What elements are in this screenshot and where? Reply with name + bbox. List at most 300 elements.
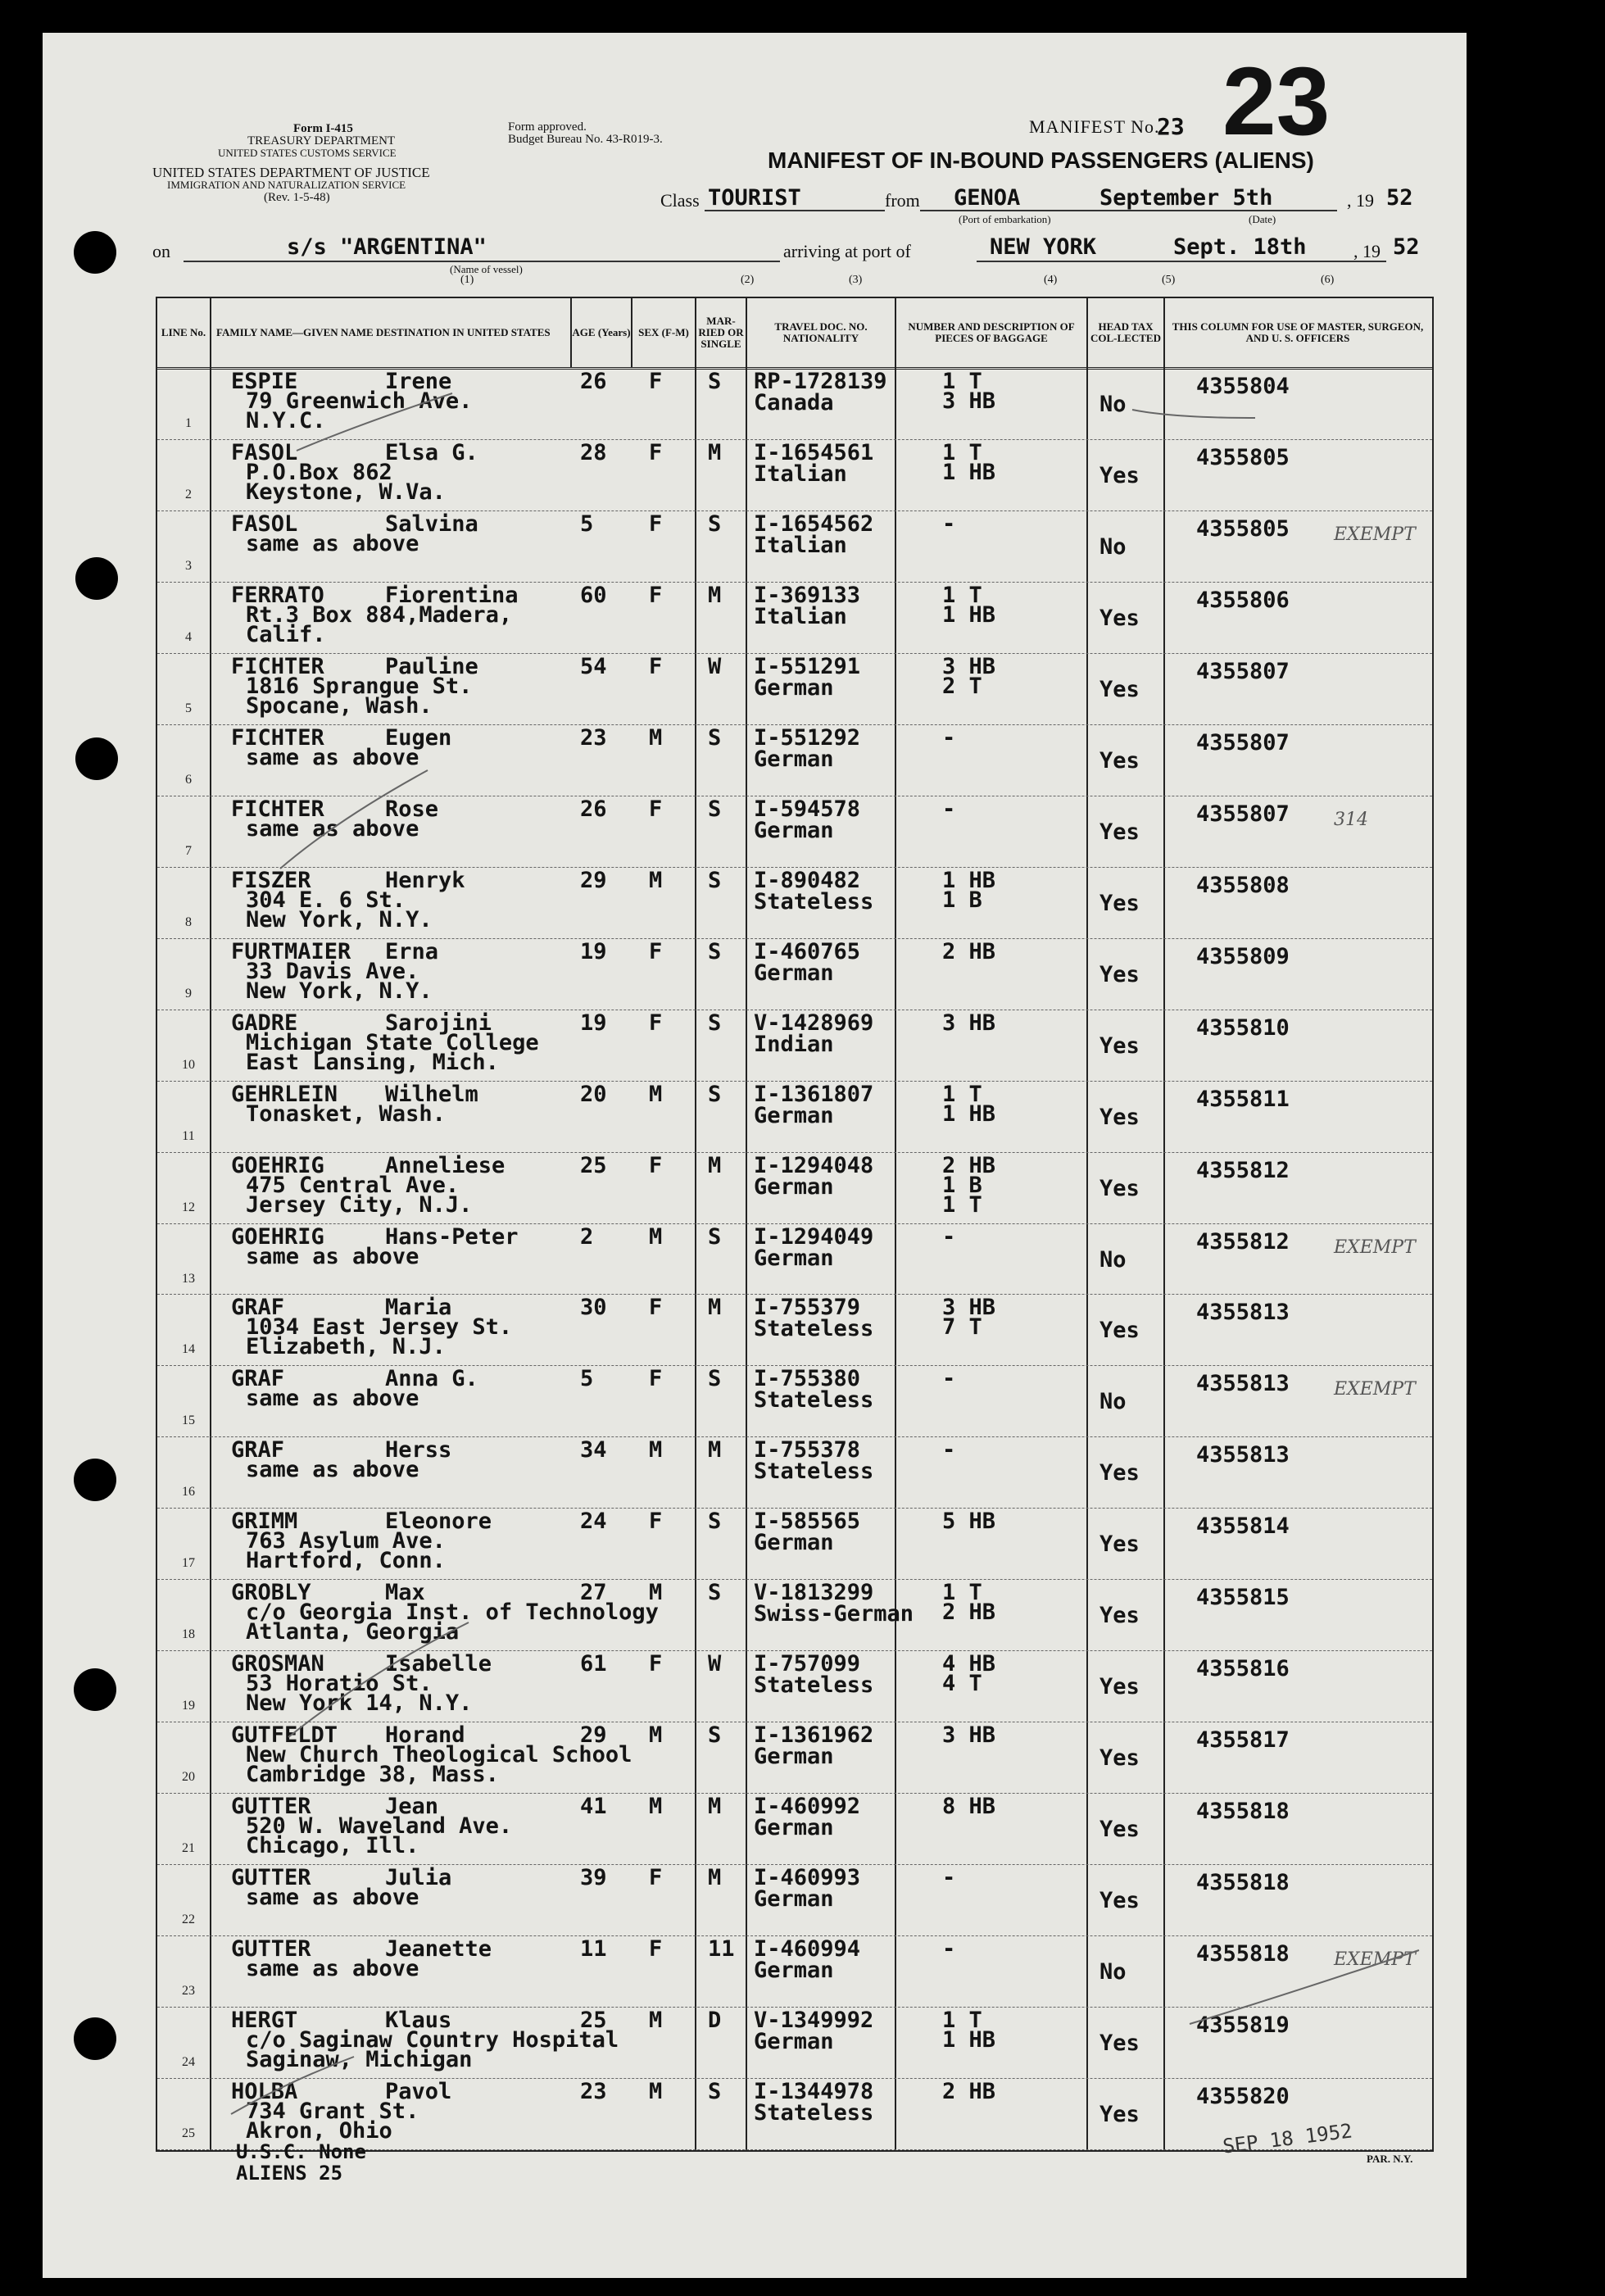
- officer-number: 4355815: [1196, 1585, 1290, 1611]
- surname: HOLBA: [231, 2079, 298, 2105]
- given-name: Anna G.: [385, 1366, 478, 1392]
- officer-note: EXEMPT: [1334, 1949, 1416, 1971]
- line-number: 1: [185, 416, 192, 430]
- marital-status: M: [708, 1152, 722, 1178]
- nationality: German: [754, 1530, 834, 1556]
- binder-hole: [75, 557, 118, 600]
- footer-aliens: ALIENS 25: [236, 2162, 343, 2185]
- manifest-no-label: MANIFEST No.: [1029, 116, 1160, 137]
- head-tax: Yes: [1099, 1460, 1140, 1486]
- line-number: 11: [182, 1128, 195, 1143]
- head-tax: No: [1099, 392, 1127, 417]
- nationality: Stateless: [754, 1459, 874, 1485]
- surname: GUTFELDT: [231, 1722, 338, 1749]
- sex: M: [649, 1794, 663, 1820]
- travel-doc-number: RP-1728139: [754, 369, 887, 394]
- treasury-label: TREASURY DEPARTMENT: [247, 134, 396, 147]
- age: 61: [580, 1651, 607, 1677]
- col-num-6: (6): [1321, 274, 1335, 286]
- travel-doc-number: I-1294048: [754, 1152, 874, 1178]
- marital-status: M: [708, 1794, 722, 1820]
- destination-line-1: same as above: [246, 1885, 419, 1911]
- marital-status: M: [708, 1437, 722, 1463]
- nationality: Swiss-German: [754, 1601, 914, 1627]
- col-header-baggage: NUMBER AND DESCRIPTION OF PIECES OF BAGGAGE: [908, 320, 1075, 344]
- given-name: Herss: [385, 1437, 452, 1463]
- sex: F: [649, 510, 663, 537]
- baggage-line-1: 1 T: [942, 582, 982, 608]
- given-name: Sarojini: [385, 1010, 492, 1036]
- nationality: German: [754, 1815, 834, 1841]
- officer-number: 4355818: [1196, 1870, 1290, 1896]
- surname: FASOL: [231, 439, 298, 465]
- given-name: Wilhelm: [385, 1081, 478, 1107]
- destination-line-1: 734 Grant St.: [246, 2099, 419, 2125]
- destination-line-1: same as above: [246, 1243, 419, 1269]
- travel-doc-number: I-1654562: [754, 510, 874, 537]
- line-number: 15: [182, 1413, 195, 1428]
- line-number: 24: [182, 2055, 195, 2070]
- given-name: Anneliese: [385, 1152, 506, 1178]
- baggage-line-1: -: [942, 1437, 956, 1463]
- baggage-line-1: 1 T: [942, 369, 982, 394]
- col-header-travel-doc: TRAVEL DOC. NO. NATIONALITY: [774, 320, 868, 344]
- destination-line-2: Saginaw, Michigan: [246, 2047, 473, 2073]
- vessel-name: s/s "ARGENTINA": [287, 234, 487, 260]
- handwritten-annotations: [43, 33, 1467, 2278]
- marital-status: S: [708, 369, 722, 394]
- sex: F: [649, 369, 663, 394]
- age: 41: [580, 1794, 607, 1820]
- marital-status: S: [708, 1580, 722, 1606]
- justice-label: UNITED STATES DEPARTMENT OF JUSTICE: [152, 165, 430, 180]
- surname: GRAF: [231, 1437, 285, 1463]
- col-header-age: AGE (Years): [572, 326, 631, 338]
- destination-line-1: P.O.Box 862: [246, 459, 392, 485]
- officer-number: 4355807: [1196, 801, 1290, 827]
- head-tax: Yes: [1099, 890, 1140, 916]
- baggage-line-2: 2 HB: [942, 1599, 996, 1626]
- sex: F: [649, 439, 663, 465]
- col-header-officers: THIS COLUMN FOR USE OF MASTER, SURGEON, AND U. S. OFFICERS: [1172, 320, 1424, 344]
- head-tax: Yes: [1099, 1318, 1140, 1344]
- marital-status: S: [708, 1509, 722, 1535]
- baggage-line-1: 3 HB: [942, 1722, 996, 1749]
- marital-status: S: [708, 938, 722, 964]
- baggage-line-1: 4 HB: [942, 1651, 996, 1677]
- baggage-line-1: 2 HB: [942, 938, 996, 964]
- destination-line-1: same as above: [246, 1956, 419, 1982]
- destination-line-1: 304 E. 6 St.: [246, 887, 406, 913]
- line-number: 18: [182, 1627, 195, 1642]
- destination-line-1: 1034 East Jersey St.: [246, 1314, 513, 1341]
- head-tax: Yes: [1099, 819, 1140, 845]
- baggage-line-1: -: [942, 1865, 956, 1891]
- line-number: 21: [182, 1841, 195, 1856]
- surname: GUTTER: [231, 1936, 311, 1962]
- sex: M: [649, 2079, 663, 2105]
- year-prefix: , 19: [1347, 190, 1374, 211]
- destination-line-1: 79 Greenwich Ave.: [246, 388, 473, 414]
- travel-doc-number: I-755378: [754, 1437, 861, 1463]
- marital-status: M: [708, 1865, 722, 1891]
- head-tax: No: [1099, 533, 1127, 560]
- arrival-year: 52: [1393, 234, 1420, 260]
- head-tax: Yes: [1099, 1104, 1140, 1130]
- given-name: Horand: [385, 1722, 465, 1749]
- surname: GADRE: [231, 1010, 298, 1036]
- destination-line-2: New York, N.Y.: [246, 978, 433, 1004]
- surname: GRIMM: [231, 1509, 298, 1535]
- age: 24: [580, 1509, 607, 1535]
- line-number: 4: [185, 629, 192, 644]
- arriving-label: arriving at port of: [780, 241, 911, 262]
- surname: FASOL: [231, 510, 298, 537]
- printer-mark: PAR. N.Y.: [1367, 2153, 1413, 2165]
- travel-doc-number: V-1813299: [754, 1580, 874, 1606]
- travel-doc-number: I-594578: [754, 796, 861, 822]
- officer-number: 4355816: [1196, 1656, 1290, 1682]
- baggage-line-1: -: [942, 1366, 956, 1392]
- nationality: Stateless: [754, 888, 874, 914]
- destination-line-1: Michigan State College: [246, 1029, 539, 1055]
- officer-note: 314: [1334, 809, 1368, 830]
- surname: FICHTER: [231, 724, 324, 751]
- surname: FERRATO: [231, 582, 324, 608]
- destination-line-1: 33 Davis Ave.: [246, 958, 419, 984]
- nationality: German: [754, 1958, 834, 1984]
- given-name: Jeanette: [385, 1936, 492, 1962]
- surname: HERGT: [231, 2008, 298, 2034]
- destination-line-1: c/o Saginaw Country Hospital: [246, 2027, 619, 2053]
- destination-line-1: Tonasket, Wash.: [246, 1100, 446, 1127]
- baggage-line-1: 2 HB: [942, 2079, 996, 2105]
- given-name: Henryk: [385, 867, 465, 893]
- head-tax: No: [1099, 1959, 1127, 1985]
- age: 19: [580, 938, 607, 964]
- from-label: from: [885, 190, 920, 211]
- destination-line-1: Rt.3 Box 884,Madera,: [246, 601, 513, 628]
- col-header-line: LINE No.: [161, 326, 206, 338]
- baggage-line-1: 2 HB: [942, 1152, 996, 1178]
- year-value: 52: [1386, 185, 1413, 211]
- head-tax: No: [1099, 1246, 1127, 1273]
- surname: FURTMAIER: [231, 938, 351, 964]
- age: 29: [580, 867, 607, 893]
- destination-line-1: New Church Theological School: [246, 1742, 632, 1768]
- marital-status: S: [708, 1010, 722, 1036]
- age: 26: [580, 369, 607, 394]
- travel-doc-number: I-1344978: [754, 2079, 874, 2105]
- nationality: Indian: [754, 1031, 834, 1057]
- class-value: TOURIST: [708, 185, 801, 211]
- marital-status: W: [708, 1651, 722, 1677]
- class-label: Class: [660, 190, 700, 211]
- nationality: Canada: [754, 390, 834, 415]
- head-tax: Yes: [1099, 1603, 1140, 1629]
- surname: GROBLY: [231, 1580, 311, 1606]
- age: 34: [580, 1437, 607, 1463]
- line-number: 5: [185, 701, 192, 715]
- col-num-5: (5): [1162, 274, 1176, 286]
- given-name: Max: [385, 1580, 425, 1606]
- travel-doc-number: I-1654561: [754, 439, 874, 465]
- head-tax: Yes: [1099, 462, 1140, 488]
- given-name: Fiorentina: [385, 582, 519, 608]
- nationality: Stateless: [754, 1316, 874, 1342]
- nationality: Stateless: [754, 1672, 874, 1699]
- binder-hole: [74, 1459, 116, 1501]
- line-number: 8: [185, 914, 192, 929]
- baggage-line-1: 3 HB: [942, 1295, 996, 1321]
- baggage-line-2: 3 HB: [942, 388, 996, 414]
- officer-number: 4355807: [1196, 729, 1290, 756]
- arrival-port: NEW YORK: [990, 234, 1097, 260]
- officer-number: 4355812: [1196, 1228, 1290, 1255]
- customs-label: UNITED STATES CUSTOMS SERVICE: [218, 147, 397, 159]
- travel-doc-number: V-1428969: [754, 1010, 874, 1036]
- travel-doc-number: I-460994: [754, 1936, 861, 1962]
- surname: GROSMAN: [231, 1651, 324, 1677]
- marital-status: S: [708, 724, 722, 751]
- travel-doc-number: I-890482: [754, 867, 861, 893]
- surname: FICHTER: [231, 796, 324, 822]
- nationality: German: [754, 1173, 834, 1200]
- age: 20: [580, 1081, 607, 1107]
- destination-line-1: c/o Georgia Inst. of Technology: [246, 1599, 659, 1626]
- destination-line-1: same as above: [246, 1457, 419, 1483]
- officer-note: EXEMPT: [1334, 1379, 1416, 1400]
- officer-note: EXEMPT: [1334, 524, 1416, 545]
- ins-label: IMMIGRATION AND NATURALIZATION SERVICE: [167, 179, 406, 191]
- arrival-date: Sept. 18th: [1173, 234, 1307, 260]
- travel-doc-number: I-1361962: [754, 1722, 874, 1749]
- travel-doc-number: I-757099: [754, 1651, 861, 1677]
- baggage-line-1: 1 T: [942, 2008, 982, 2034]
- surname: GUTTER: [231, 1794, 311, 1820]
- officer-number: 4355819: [1196, 2012, 1290, 2039]
- line-number: 12: [182, 1200, 195, 1214]
- baggage-line-2: 4 T: [942, 1671, 982, 1697]
- line-number: 23: [182, 1984, 195, 1999]
- sex: F: [649, 1509, 663, 1535]
- baggage-line-1: 1 T: [942, 439, 982, 465]
- col-num-1: (1): [460, 274, 474, 286]
- baggage-line-1: 1 T: [942, 1580, 982, 1606]
- binder-hole: [74, 2017, 116, 2060]
- line-number: 6: [185, 772, 192, 787]
- date-caption: (Date): [1249, 213, 1276, 225]
- col-header-head-tax: HEAD TAX COL-LECTED: [1090, 320, 1161, 344]
- given-name: Irene: [385, 369, 452, 394]
- sex: M: [649, 1722, 663, 1749]
- age: 25: [580, 1152, 607, 1178]
- manifest-no-stamp: 23: [1222, 48, 1331, 156]
- head-tax: Yes: [1099, 961, 1140, 987]
- age: 11: [580, 1936, 607, 1962]
- destination-line-2: Calif.: [246, 621, 326, 647]
- head-tax: Yes: [1099, 605, 1140, 631]
- officer-number: 4355820: [1196, 2084, 1290, 2110]
- head-tax: Yes: [1099, 1674, 1140, 1700]
- manifest-sheet: [43, 33, 1467, 2278]
- line-number: 17: [182, 1556, 195, 1571]
- baggage-line-1: -: [942, 796, 956, 822]
- destination-line-2: Atlanta, Georgia: [246, 1619, 460, 1645]
- travel-doc-number: I-755380: [754, 1366, 861, 1392]
- given-name: Erna: [385, 938, 439, 964]
- destination-line-1: 53 Horatio St.: [246, 1671, 433, 1697]
- line-number: 13: [182, 1271, 195, 1286]
- destination-line-2: Cambridge 38, Mass.: [246, 1762, 499, 1788]
- travel-doc-number: V-1349992: [754, 2008, 874, 2034]
- baggage-line-2: 1 HB: [942, 459, 996, 485]
- date-stamp: SEP 18 1952: [1221, 2119, 1354, 2158]
- travel-doc-number: I-1294049: [754, 1223, 874, 1250]
- officer-number: 4355805: [1196, 444, 1290, 470]
- binder-hole: [74, 231, 116, 274]
- nationality: German: [754, 1886, 834, 1913]
- surname: GOEHRIG: [231, 1152, 324, 1178]
- col-num-2: (2): [741, 274, 755, 286]
- marital-status: S: [708, 796, 722, 822]
- destination-line-1: same as above: [246, 744, 419, 770]
- baggage-line-1: 3 HB: [942, 653, 996, 679]
- sex: F: [649, 582, 663, 608]
- destination-line-2: Jersey City, N.J.: [246, 1191, 473, 1218]
- destination-line-1: 1816 Sprangue St.: [246, 673, 473, 699]
- travel-doc-number: I-460992: [754, 1794, 861, 1820]
- head-tax: Yes: [1099, 676, 1140, 702]
- line-number: 16: [182, 1485, 195, 1500]
- baggage-line-2: 2 T: [942, 673, 982, 699]
- marital-status: M: [708, 1295, 722, 1321]
- destination-line-2: Spocane, Wash.: [246, 692, 433, 719]
- officer-number: 4355805: [1196, 515, 1290, 542]
- on-label: on: [152, 241, 170, 261]
- given-name: Julia: [385, 1865, 452, 1891]
- age: 28: [580, 439, 607, 465]
- surname: FICHTER: [231, 653, 324, 679]
- age: 23: [580, 2079, 607, 2105]
- marital-status: 11: [708, 1936, 735, 1962]
- surname: ESPIE: [231, 369, 298, 394]
- form-id: Form I-415: [293, 122, 353, 135]
- line-number: 19: [182, 1699, 195, 1713]
- marital-status: S: [708, 867, 722, 893]
- age: 54: [580, 653, 607, 679]
- travel-doc-number: I-585565: [754, 1509, 861, 1535]
- baggage-line-2: 7 T: [942, 1314, 982, 1341]
- sex: M: [649, 1437, 663, 1463]
- marital-status: M: [708, 582, 722, 608]
- form-approved-label: Form approved.: [508, 120, 587, 134]
- officer-number: 4355814: [1196, 1513, 1290, 1540]
- from-port: GENOA: [954, 185, 1021, 211]
- nationality: Stateless: [754, 1387, 874, 1413]
- baggage-line-1: 5 HB: [942, 1509, 996, 1535]
- surname: GRAF: [231, 1295, 285, 1321]
- line-number: 20: [182, 1770, 195, 1785]
- destination-line-1: same as above: [246, 530, 419, 556]
- given-name: Jean: [385, 1794, 439, 1820]
- baggage-line-1: 1 T: [942, 1081, 982, 1107]
- age: 39: [580, 1865, 607, 1891]
- sex: M: [649, 1081, 663, 1107]
- destination-line-1: same as above: [246, 1386, 419, 1412]
- binder-hole: [75, 737, 118, 780]
- destination-line-2: New York 14, N.Y.: [246, 1690, 473, 1717]
- age: 29: [580, 1722, 607, 1749]
- destination-line-2: East Lansing, Mich.: [246, 1049, 499, 1075]
- destination-line-1: 763 Asylum Ave.: [246, 1528, 446, 1554]
- col-header-married: MAR-RIED OR SINGLE: [698, 315, 744, 350]
- from-date: September 5th: [1099, 185, 1273, 211]
- sex: F: [649, 1010, 663, 1036]
- port-embark-caption: (Port of embarkation): [959, 213, 1051, 225]
- baggage-line-1: -: [942, 510, 956, 537]
- line-number: 3: [185, 558, 192, 573]
- manifest-title: MANIFEST OF IN-BOUND PASSENGERS (ALIENS): [768, 147, 1314, 173]
- officer-number: 4355804: [1196, 374, 1290, 399]
- surname: GUTTER: [231, 1865, 311, 1891]
- manifest-no-typed: 23: [1157, 113, 1185, 140]
- age: 60: [580, 582, 607, 608]
- col-header-name: FAMILY NAME—GIVEN NAME DESTINATION IN UNITED STATES: [216, 326, 551, 338]
- destination-line-2: Chicago, Ill.: [246, 1833, 419, 1859]
- destination-line-2: New York, N.Y.: [246, 906, 433, 932]
- baggage-line-1: -: [942, 1223, 956, 1250]
- line-number: 9: [185, 986, 192, 1001]
- sex: F: [649, 1152, 663, 1178]
- baggage-line-2: 1 HB: [942, 601, 996, 628]
- sex: F: [649, 938, 663, 964]
- sex: F: [649, 653, 663, 679]
- given-name: Klaus: [385, 2008, 452, 2034]
- nationality: German: [754, 960, 834, 986]
- baggage-line-1: -: [942, 724, 956, 751]
- travel-doc-number: I-1361807: [754, 1081, 874, 1107]
- nationality: Italian: [754, 603, 847, 629]
- sex: F: [649, 1865, 663, 1891]
- travel-doc-number: I-551291: [754, 653, 861, 679]
- sex: M: [649, 1580, 663, 1606]
- travel-doc-number: I-755379: [754, 1295, 861, 1321]
- col-header-sex: SEX (F-M): [638, 326, 689, 338]
- destination-line-2: Elizabeth, N.J.: [246, 1334, 446, 1360]
- nationality: Italian: [754, 461, 847, 487]
- officer-number: 4355813: [1196, 1371, 1290, 1397]
- baggage-line-3: 1 T: [942, 1191, 982, 1218]
- destination-line-2: Hartford, Conn.: [246, 1548, 446, 1574]
- age: 27: [580, 1580, 607, 1606]
- given-name: Eugen: [385, 724, 452, 751]
- officer-number: 4355807: [1196, 658, 1290, 684]
- officer-number: 4355810: [1196, 1014, 1290, 1041]
- surname: FISZER: [231, 867, 311, 893]
- given-name: Elsa G.: [385, 439, 478, 465]
- head-tax: Yes: [1099, 1531, 1140, 1558]
- baggage-line-2: 1 HB: [942, 1100, 996, 1127]
- rev-label: (Rev. 1-5-48): [264, 191, 330, 204]
- head-tax: Yes: [1099, 747, 1140, 774]
- col-num-4: (4): [1044, 274, 1058, 286]
- line-number: 7: [185, 843, 192, 858]
- marital-status: S: [708, 1223, 722, 1250]
- marital-status: S: [708, 1366, 722, 1392]
- officer-number: 4355818: [1196, 1799, 1290, 1825]
- officer-number: 4355809: [1196, 943, 1290, 969]
